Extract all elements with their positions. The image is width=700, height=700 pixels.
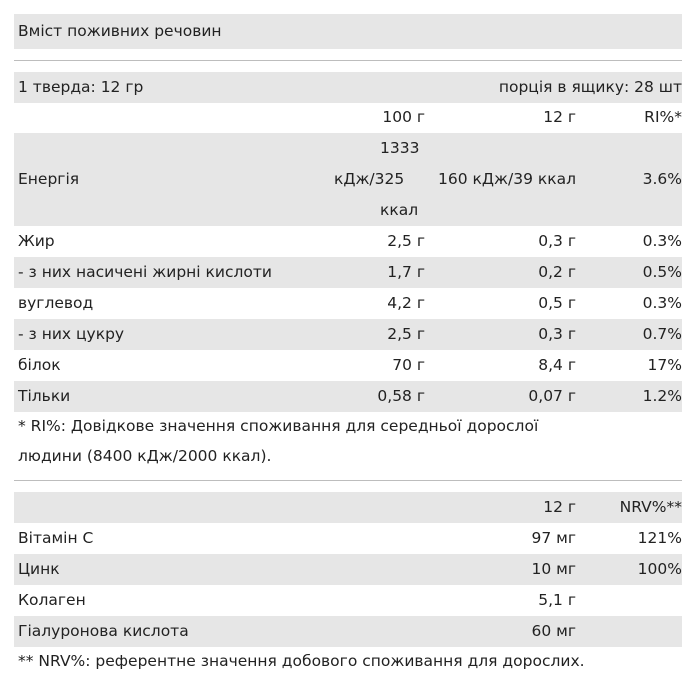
nutrient-per12: 0,3 г bbox=[538, 325, 576, 343]
nutrient-label: Тільки bbox=[18, 387, 71, 405]
ri-footnote-line2: людини (8400 кДж/2000 ккал). bbox=[18, 447, 272, 465]
nutrient-per12: 0,3 г bbox=[538, 232, 576, 250]
nutrient-per12: 8,4 г bbox=[538, 356, 576, 374]
nutrient-label: Цинк bbox=[18, 560, 60, 578]
table-row bbox=[14, 616, 682, 647]
nutrient-nrv: 121% bbox=[637, 529, 682, 547]
header-nrv: NRV%** bbox=[619, 498, 682, 516]
table-row bbox=[14, 350, 682, 381]
nutrient-per12: 10 мг bbox=[531, 560, 576, 578]
nutrient-per12: 97 мг bbox=[531, 529, 576, 547]
nutrient-per12: 5,1 г bbox=[538, 591, 576, 609]
divider bbox=[14, 480, 682, 481]
nutrient-per100: 70 г bbox=[392, 356, 425, 374]
header-per100: 100 г bbox=[382, 108, 425, 126]
nutrient-label: білок bbox=[18, 356, 61, 374]
nutrient-per100: 2,5 г bbox=[387, 232, 425, 250]
nutrient-per12: 0,5 г bbox=[538, 294, 576, 312]
ri-footnote-line1: * RI%: Довідкове значення споживання для середньої дорослої bbox=[18, 417, 539, 435]
servings-per-box: порція в ящику: 28 шт bbox=[498, 78, 682, 96]
divider bbox=[14, 60, 682, 61]
nutrient-per12: 0,2 г bbox=[538, 263, 576, 281]
section-title: Вміст поживних речовин bbox=[14, 14, 682, 49]
nutrient-label: Жир bbox=[18, 232, 55, 250]
table1-header-row bbox=[14, 102, 682, 133]
header-ri: RI%* bbox=[644, 108, 682, 126]
energy-per100-line3: ккал bbox=[380, 201, 419, 219]
table-row bbox=[14, 585, 682, 616]
nrv-footnote: ** NRV%: референтне значення добового споживання для дорослих. bbox=[18, 652, 585, 670]
table-row bbox=[14, 381, 682, 412]
table-row bbox=[14, 257, 682, 288]
table2-header-row bbox=[14, 492, 682, 523]
energy-label: Енергія bbox=[18, 170, 80, 188]
nutrient-per100: 0,58 г bbox=[377, 387, 425, 405]
table-row bbox=[14, 226, 682, 257]
nutrient-label: - з них цукру bbox=[18, 325, 125, 343]
serving-size: 1 тверда: 12 гр bbox=[18, 78, 144, 96]
table-row bbox=[14, 288, 682, 319]
nutrient-ri: 0.3% bbox=[642, 232, 682, 250]
nutrient-per100: 2,5 г bbox=[387, 325, 425, 343]
energy-per12: 160 кДж/39 ккал bbox=[438, 170, 576, 188]
nutrient-ri: 0.3% bbox=[642, 294, 682, 312]
nutrient-label: Гіалуронова кислота bbox=[18, 622, 189, 640]
table-row bbox=[14, 554, 682, 585]
nutrient-label: Колаген bbox=[18, 591, 86, 609]
nutrient-nrv: 100% bbox=[637, 560, 682, 578]
nutrient-label: вуглевод bbox=[18, 294, 94, 312]
nutrient-per100: 4,2 г bbox=[387, 294, 425, 312]
nutrient-ri: 17% bbox=[647, 356, 682, 374]
nutrient-label: Вітамін C bbox=[18, 529, 94, 547]
energy-per100-line1: 1333 bbox=[380, 139, 420, 157]
energy-per100-line2: кДж/325 bbox=[334, 170, 405, 188]
nutrient-ri: 0.5% bbox=[642, 263, 682, 281]
nutrient-ri: 0.7% bbox=[642, 325, 682, 343]
nutrient-ri: 1.2% bbox=[642, 387, 682, 405]
nutrient-per100: 1,7 г bbox=[387, 263, 425, 281]
energy-row bbox=[14, 133, 682, 226]
table-row bbox=[14, 523, 682, 554]
table-row bbox=[14, 319, 682, 350]
nutrient-per12: 60 мг bbox=[531, 622, 576, 640]
energy-ri: 3.6% bbox=[642, 170, 682, 188]
nutrient-label: - з них насичені жирні кислоти bbox=[18, 263, 272, 281]
nutrient-per12: 0,07 г bbox=[528, 387, 576, 405]
serving-row bbox=[14, 72, 682, 103]
header-per12: 12 г bbox=[543, 108, 576, 126]
header-per12: 12 г bbox=[543, 498, 576, 516]
energy-per100 bbox=[334, 133, 454, 226]
